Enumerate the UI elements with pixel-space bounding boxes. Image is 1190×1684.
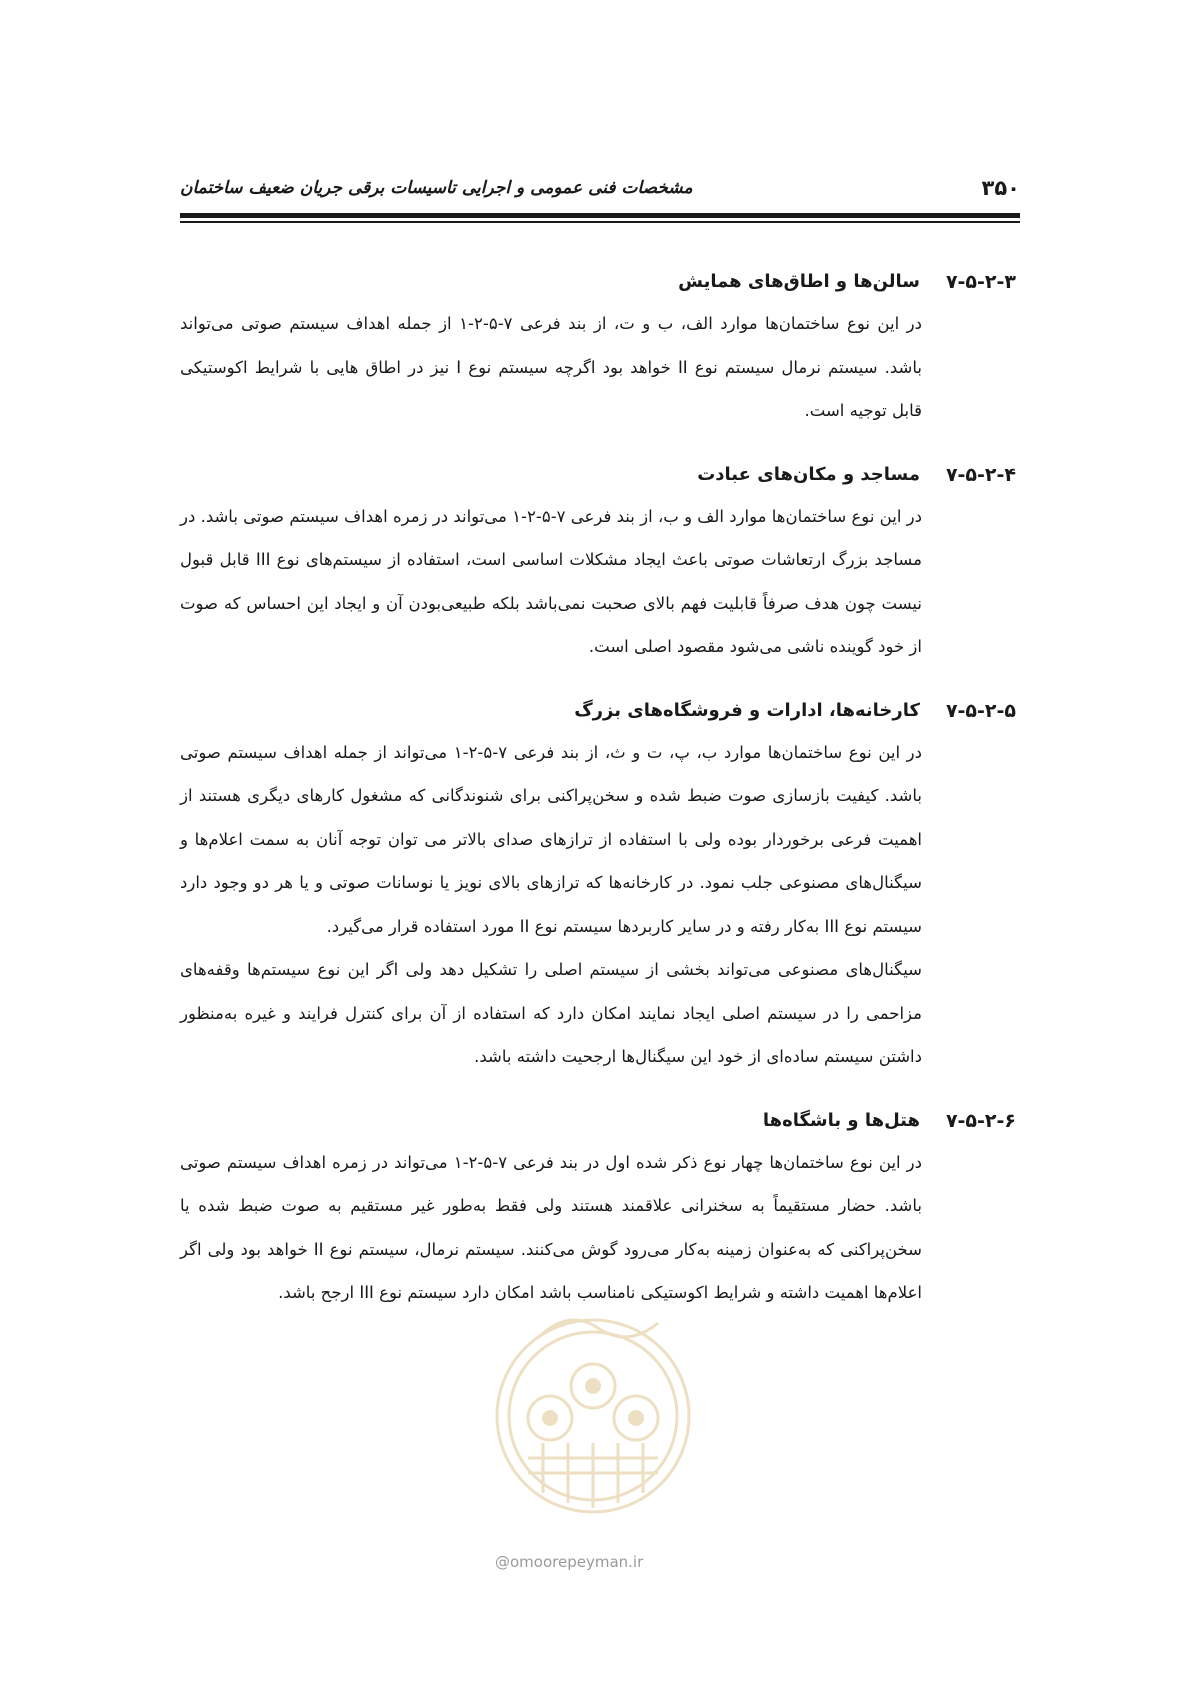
section-title: کارخانه‌ها، ادارات و فروشگاه‌های بزرگ: [574, 699, 920, 721]
section-number: ۷-۵-۲-۵: [945, 699, 1016, 722]
paragraph: در این نوع ساختمان‌ها موارد الف، ب و ت، از بند فرعی ۷-۵-۲-۱ از جمله اهداف سیستم صوتی می‌تواند باشد. سیستم نرمال سیستم نوع II خواهد بود اگرچه سیستم نوع I نیز در اطاق هایی با شرایط اکوستیکی قابل توجیه است.: [180, 314, 922, 420]
section-title: سالن‌ها و اطاق‌های همایش: [678, 271, 920, 292]
section-7-5-2-6: [180, 1101, 1020, 1315]
section-body: [180, 302, 1020, 433]
header-rule-thick: [180, 213, 1020, 218]
section-title: هتل‌ها و باشگاه‌ها: [762, 1109, 920, 1131]
section-heading: [180, 455, 1020, 495]
section-7-5-2-3: [180, 262, 1020, 433]
section-heading: [180, 691, 1020, 731]
section-number: ۷-۵-۲-۶: [945, 1109, 1016, 1132]
section-7-5-2-4: [180, 455, 1020, 669]
section-body: [180, 1141, 1020, 1315]
section-heading: [180, 1101, 1020, 1141]
page-content: [180, 262, 1020, 1337]
section-body: [180, 731, 1020, 1079]
watermark-site: @omoorepeyman.ir: [495, 1553, 644, 1571]
section-heading: [180, 262, 1020, 302]
page-number: ۳۵۰: [981, 176, 1020, 200]
paragraph: در این نوع ساختمان‌ها موارد ب، پ، ت و ث، از بند فرعی ۷-۵-۲-۱ می‌تواند از جمله اهداف سیستم صوتی باشد. کیفیت بازسازی صوت ضبط شده و سخن‌پراکنی برای شنوندگانی که مشغول کارهای دیگری هستند از اهمیت فرعی برخوردار بوده ولی با استفاده از ترازهای صدای بالاتر می توان توجه آنان به سمت اعلام‌ها و سیگنال‌های مصنوعی جلب نمود. در کارخانه‌ها که ترازهای بالای نویز یا نوسانات صوتی و یا هر دو وجود دارد سیستم نوع III به‌کار رفته و در سایر کاربردها سیستم نوع II مورد استفاده قرار می‌گیرد.: [180, 742, 922, 936]
page-header: [180, 176, 1020, 206]
section-title: مساجد و مکان‌های عبادت: [697, 463, 920, 485]
watermark-logo-icon: [488, 1298, 698, 1528]
running-title: مشخصات فنی عمومی و اجرایی تاسیسات برقی جریان ضعیف ساختمان: [180, 178, 693, 198]
section-body: [180, 495, 1020, 669]
paragraph: در این نوع ساختمان‌ها چهار نوع ذکر شده اول در بند فرعی ۷-۵-۲-۱ می‌تواند در زمره اهداف سیستم صوتی باشد. حضار مستقیماً به سخنرانی علاقمند هستند ولی فقط به‌طور غیر مستقیم به صوت ضبط شده یا سخن‌پراکنی که به‌عنوان زمینه به‌کار می‌رود گوش می‌کنند. سیستم نرمال، سیستم نوع II خواهد بود ولی اگر اعلام‌ها اهمیت داشته و شرایط اکوستیکی نامناسب باشد امکان دارد سیستم نوع III ارجح باشد.: [180, 1152, 922, 1302]
section-number: ۷-۵-۲-۳: [945, 271, 1016, 293]
section-7-5-2-5: [180, 691, 1020, 1079]
section-number: ۷-۵-۲-۴: [945, 463, 1016, 486]
paragraph: در این نوع ساختمان‌ها موارد الف و ب، از بند فرعی ۷-۵-۲-۱ می‌تواند در زمره اهداف سیستم صوتی باشد. در مساجد بزرگ ارتعاشات صوتی باعث ایجاد مشکلات اساسی است، استفاده از سیستم‌های نوع III قابل قبول نیست چون هدف صرفاً قابلیت فهم بالای صحبت نمی‌باشد بلکه طبیعی‌بودن آن و ایجاد این احساس که صوت از خود گوینده ناشی می‌شود مقصود اصلی است.: [180, 506, 922, 656]
paragraph: سیگنال‌های مصنوعی می‌تواند بخشی از سیستم اصلی را تشکیل دهد ولی اگر این نوع سیستم‌ها وقفه‌های مزاحمی را در سیستم اصلی ایجاد نمایند امکان دارد که استفاده از آن برای کنترل فرایند و غیره به‌منظور داشتن سیستم ساده‌ای از خود این سیگنال‌ها ارجحیت داشته باشد.: [180, 960, 922, 1066]
header-rule-thin: [180, 221, 1020, 223]
